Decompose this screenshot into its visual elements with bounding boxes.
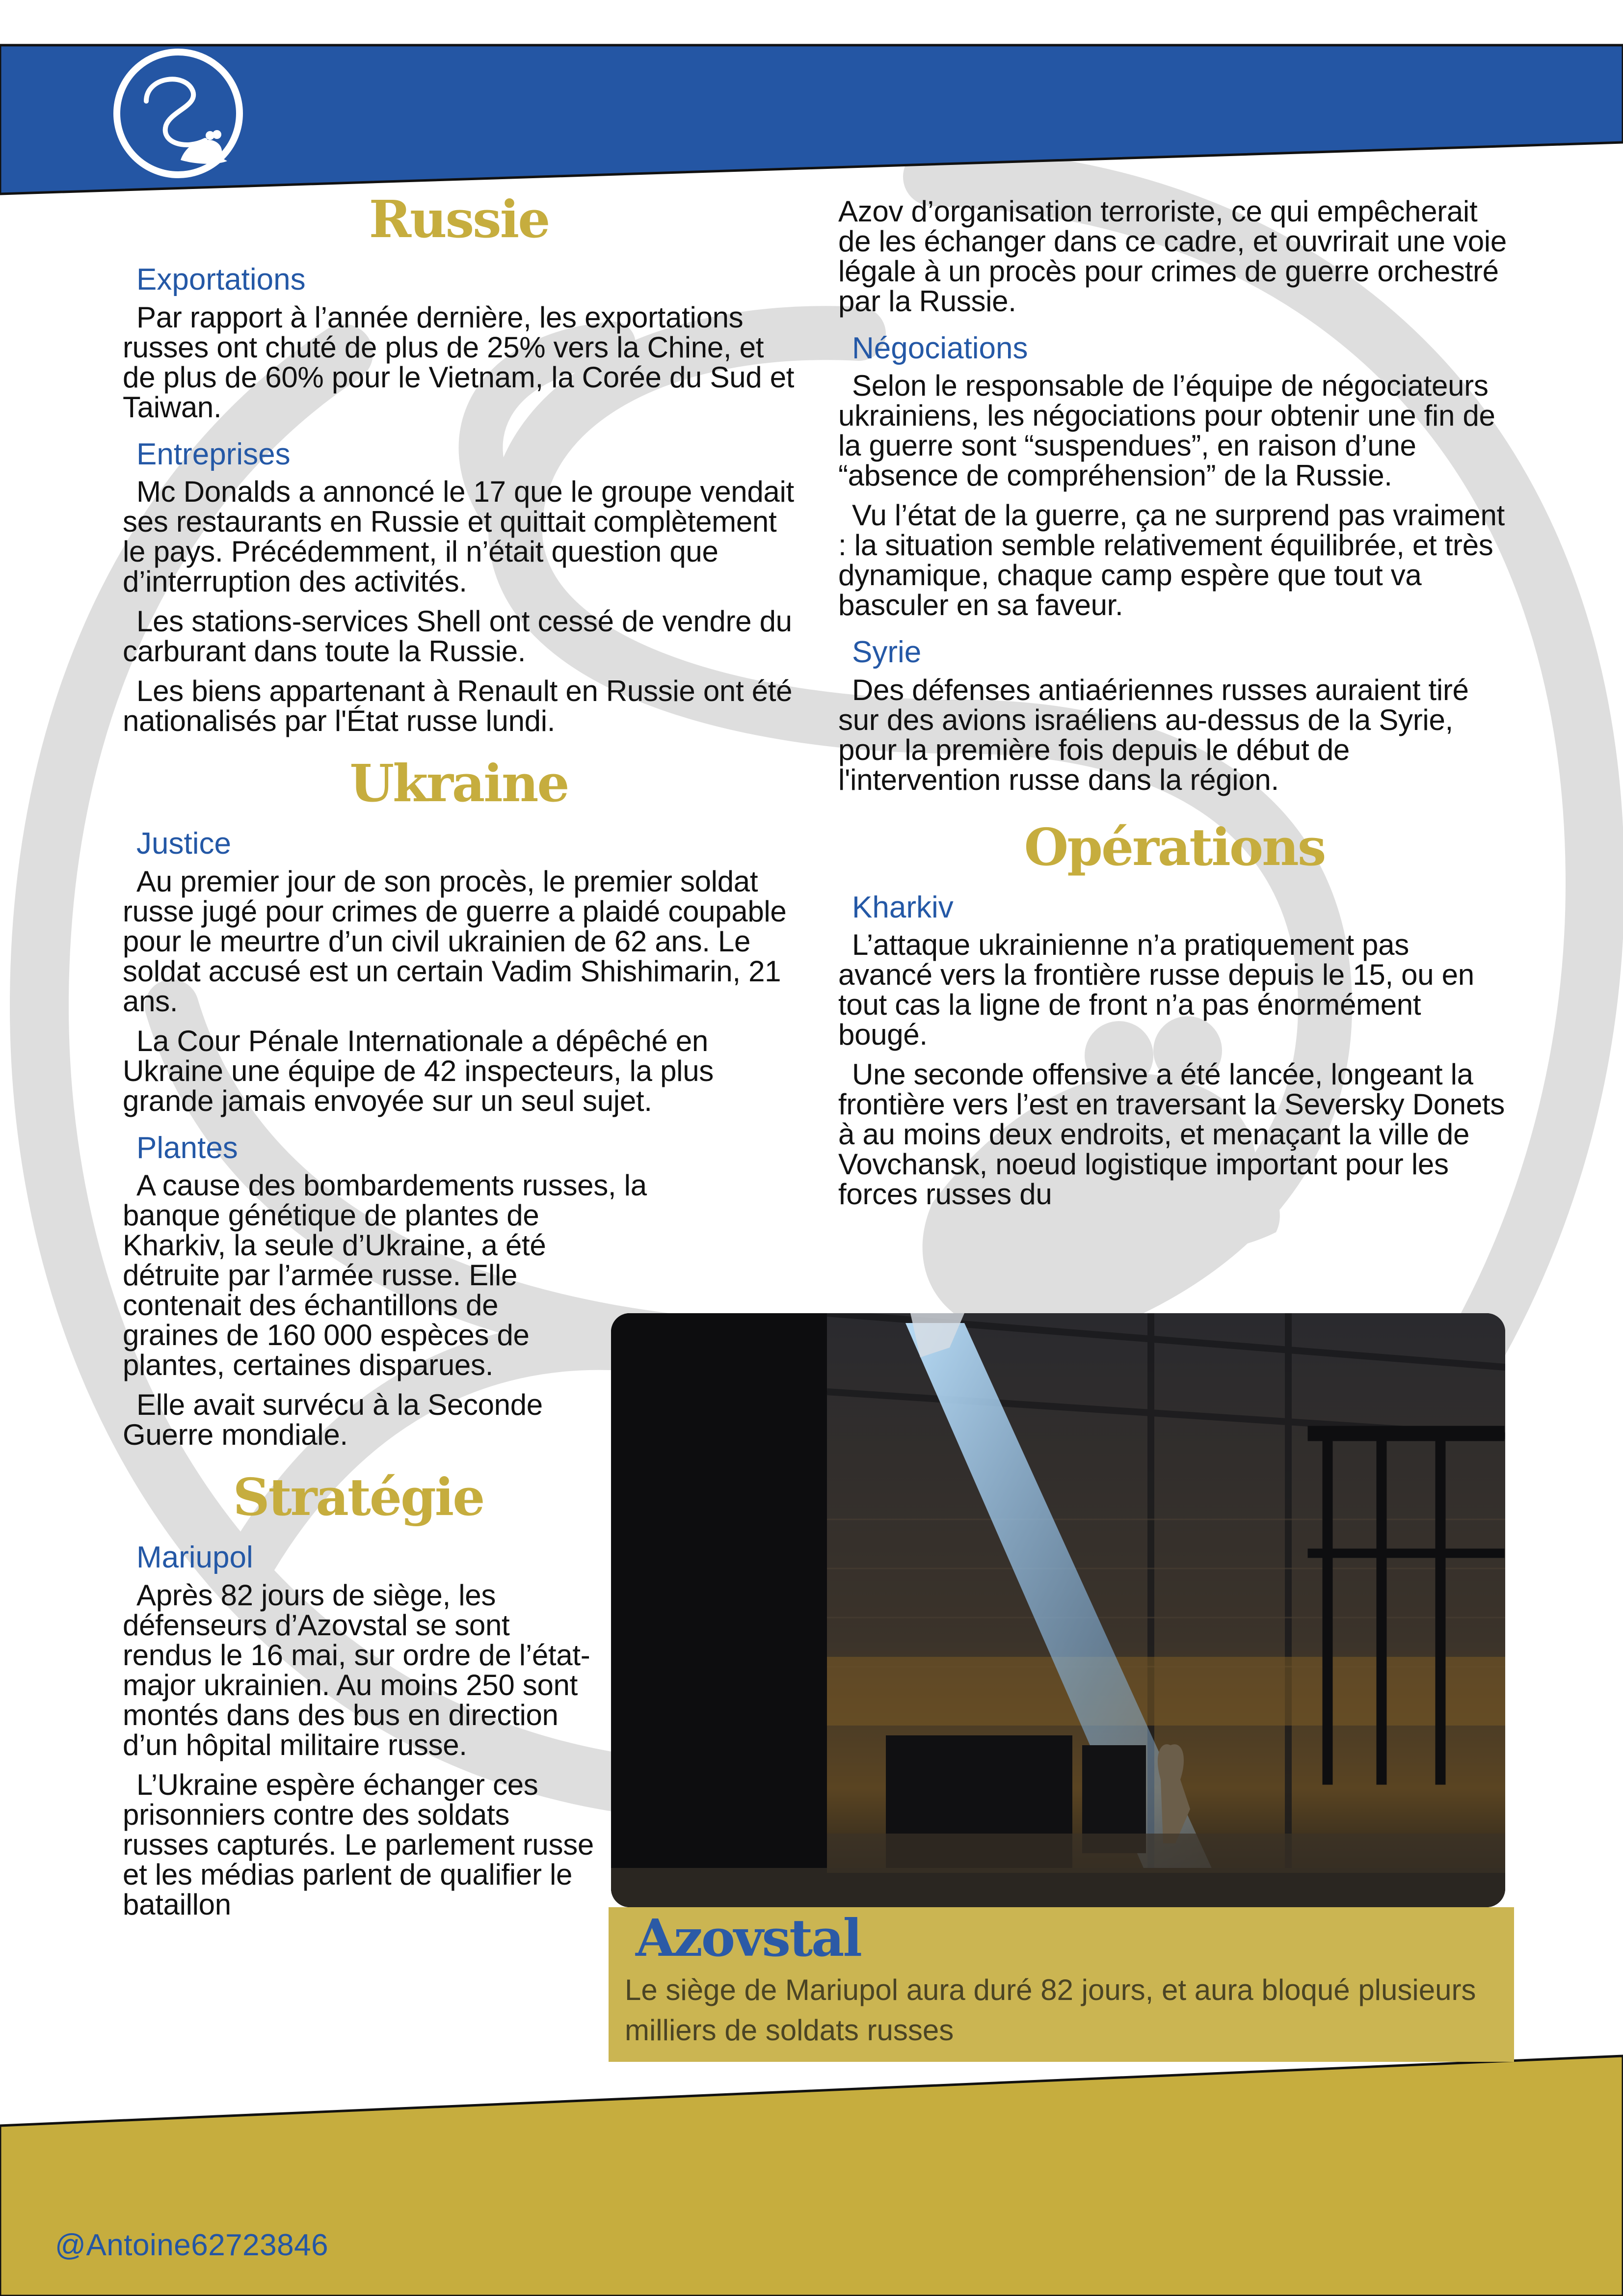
section-title-strategie: Stratégie [233, 1466, 484, 1527]
subheading-entreprises: Entreprises [136, 437, 291, 471]
subheading-plantes: Plantes [136, 1131, 238, 1165]
paragraph-plantes-2: Elle avait survécu à la Seconde Guerre mondiale. [123, 1388, 543, 1451]
paragraph-kharkiv-2: Une seconde offensive a été lancée, longeant la frontière vers l’est en traversant la Seversky Donets à au moins deux endroits, et menaçant la ville de Vovchansk, noeud logistique important pour les forces russes du [838, 1058, 1505, 1211]
paragraph-entreprises-1: Mc Donalds a annoncé le 17 que le groupe vendait ses restaurants en Russie et quittait complètement le pays. Précédemment, il n’était question que d’interruption des activités. [123, 475, 794, 598]
right-column [838, 196, 1511, 1209]
photo-caption-box [609, 1907, 1514, 2062]
azovstal-factory-light-beam-photo-icon [611, 1313, 1505, 1907]
paragraph-plantes-1-line1: A cause des bombardements russes, la [136, 1168, 647, 1202]
paragraph-entreprises-2: Les stations-services Shell ont cessé de vendre du carburant dans toute la Russie. [123, 604, 792, 668]
paragraph-justice-2: La Cour Pénale Internationale a dépêché en Ukraine une équipe de 42 inspecteurs, la plus grande jamais envoyée sur un seul sujet. [123, 1024, 714, 1117]
paragraph-justice-1: Au premier jour de son procès, le premier soldat russe jugé pour crimes de guerre a plaidé coupable pour le meurtre d’un civil ukrainien de 62 ans. Le soldat accusé est un certain Vadim Shishimarin, 21 ans. [123, 864, 787, 1018]
paragraph-mariupol-1: Après 82 jours de siège, les défenseurs d’Azovstal se sont rendus le 16 mai, sur ordre de l’état-major ukrainien. Au moins 250 sont montés dans des bus en direction d’un hôpital militaire russe. [123, 1578, 590, 1761]
subheading-mariupol: Mariupol [136, 1540, 253, 1575]
section-title-ukraine: Ukraine [349, 753, 568, 813]
paragraph-negociations-2: Vu l’état de la guerre, ça ne surprend pas vraiment : la situation semble relativement équilibrée, et très dynamique, chaque camp espère que tout va basculer en sa faveur. [838, 499, 1505, 622]
caption-title: Azovstal [636, 1908, 861, 1968]
paragraph-exportations: Par rapport à l’année dernière, les exportations russes ont chuté de plus de 25% vers la Chine, et de plus de 60% pour le Vietnam, la Corée du Sud et Taiwan. [123, 300, 795, 424]
paragraph-plantes-1: banque génétique de plantes de Kharkiv, la seule d’Ukraine, a été détruite par l’armée russe. Elle contenait des échantillons de graines de 160 000 espèces de plantes, certaines disparues. [123, 1198, 546, 1381]
paragraph-mariupol-2: L’Ukraine espère échanger ces prisonniers contre des soldats russes capturés. Le parlement russe et les médias parlent de qualifier le bataillon [123, 1768, 594, 1921]
subheading-kharkiv: Kharkiv [852, 890, 954, 924]
subheading-exportations: Exportations [136, 263, 306, 297]
section-title-russie: Russie [369, 189, 549, 249]
paragraph-kharkiv-1: L’attaque ukrainienne n’a pratiquement pas avancé vers la frontière russe depuis le 15, ou en tout cas la ligne de front n’a pas énormément bougé. [838, 928, 1474, 1052]
subheading-negociations: Négociations [852, 331, 1028, 365]
subheading-justice: Justice [136, 827, 231, 861]
azovstal-photo [611, 1313, 1505, 1907]
paragraph-negociations-1: Selon le responsable de l’équipe de négociateurs ukrainiens, les négociations pour obtenir une fin de la guerre sont “suspendues”, en raison d’une “absence de compréhension” de la Russie. [838, 369, 1495, 492]
section-title-operations: Opérations [1024, 816, 1325, 877]
paragraph-syrie: Des défenses antiaériennes russes auraient tiré sur des avions israéliens au-dessus de la Syrie, pour la première fois depuis le début de l'intervention russe dans la région. [838, 673, 1469, 796]
rat-in-circle-logo-icon [112, 47, 244, 180]
paragraph-continuation: Azov d’organisation terroriste, ce qui empêcherait de les échanger dans ce cadre, et ouvrirait une voie légale à un procès pour crimes de guerre orchestré par la Russie. [838, 195, 1507, 318]
author-handle[interactable]: @Antoine62723846 [55, 2228, 329, 2262]
subheading-syrie: Syrie [852, 635, 922, 670]
caption-text: Le siège de Mariupol aura duré 82 jours, et aura bloqué plusieurs milliers de soldats russes [625, 1973, 1476, 2047]
paragraph-entreprises-3: Les biens appartenant à Renault en Russie ont été nationalisés par l'État russe lundi. [123, 674, 793, 737]
